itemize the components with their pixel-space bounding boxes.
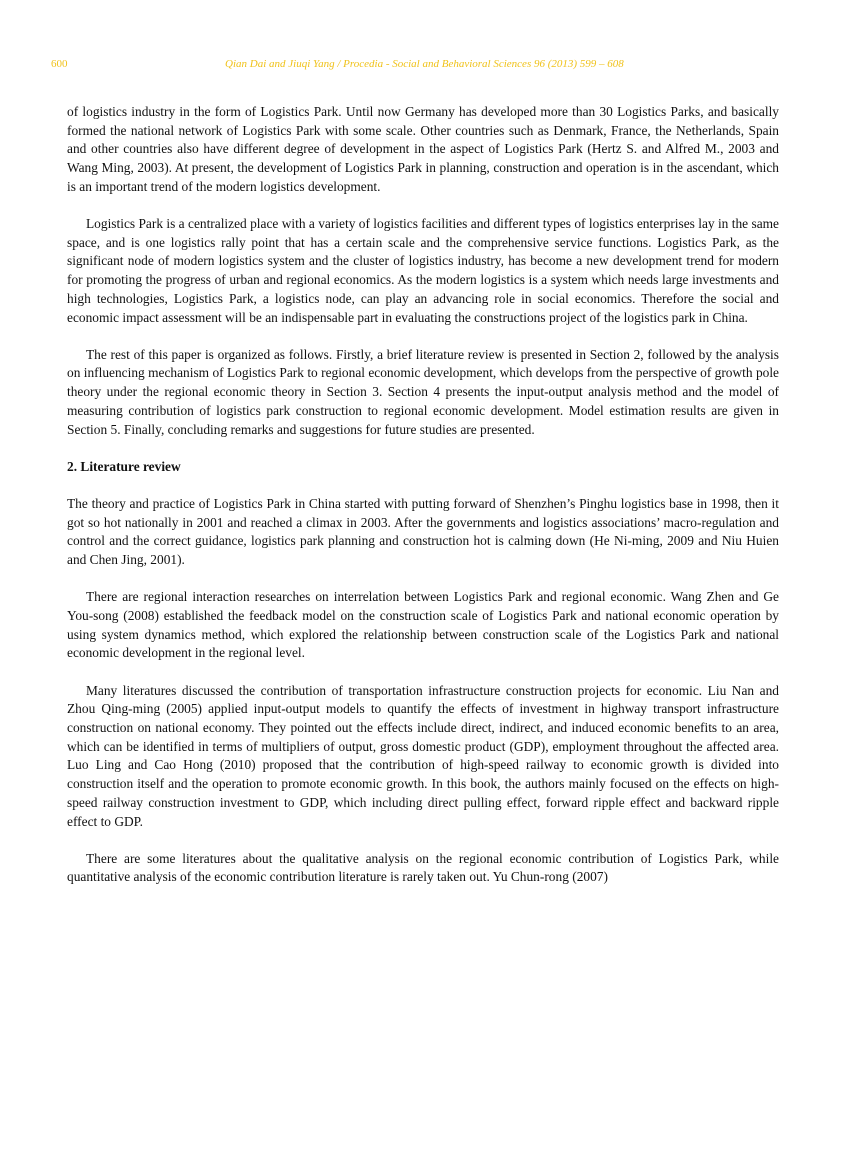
paragraph-paper-organization: The rest of this paper is organized as follows. Firstly, a brief literature review is presented in Section 2, followed by the analysis on influencing mechanism of Logistics Park to regional economic development, which develops from the perspective of growth pole theory under the regional economic theory in Section 3. Section 4 presents the input-output analysis method and the model of measuring contribution of logistics park construction to regional economic development. Model estimation results are given in Section 5. Finally, concluding remarks and suggestions for future studies are presented. <box>67 346 779 437</box>
page-number: 600 <box>51 58 68 70</box>
paragraph-logistics-park-definition: Logistics Park is a centralized place with a variety of logistics facilities and different types of logistics enterprises lay in the same space, and is one logistics rally point that has a certain scale and the comprehensive service functions. Logistics Park, as the significant node of modern logistics system and the cluster of logistics industry, has become a new development trend for modern for promoting the progress of urban and regional economics. As the modern logistics is a system which needs large investments and high technologies, Logistics Park, a logistics node, can play an advancing role in social economics. Therefore the social and economic impact assessment will be an indispensable part in evaluating the constructions project of the logistics park in China. <box>67 216 779 325</box>
journal-citation: Qian Dai and Jiuqi Yang / Procedia - Social and Behavioral Sciences 96 (2013) 599 – 608 <box>225 58 624 70</box>
paragraph-review-transportation: Many literatures discussed the contribution of transportation infrastructure construction projects for economic. Liu Nan and Zhou Qing-ming (2005) applied input-output models to quantify the effects of investment in highway transport infrastructure construction on national economy. They pointed out the effects include direct, indirect, and induced economic benefits to an area, which can be identified in terms of multipliers of output, gross domestic product (GDP), employment throughout the affected area. Luo Ling and Cao Hong (2010) proposed that the contribution of high-speed railway to economic growth is divided into construction itself and the operation to promote economic growth. In this book, the authors mainly focused on the effects on high-speed railway construction investment to GDP, which including direct pulling effect, forward ripple effect and backward ripple effect to GDP. <box>67 682 779 829</box>
paragraph-review-regional-interaction: There are regional interaction researches on interrelation between Logistics Park and regional economic. Wang Zhen and Ge You-song (2008) established the feedback model on the construction scale of Logistics Park and national economic operation by using system dynamics method, which explored the relationship between construction scale of the Logistics Park and national economic development in the regional level. <box>67 589 779 661</box>
running-header <box>0 58 846 72</box>
paragraph-review-history: The theory and practice of Logistics Park in China started with putting forward of Shenzhen’s Pinghu logistics base in 1998, then it got so hot nationally in 2001 and reached a climax in 2003. After the governments and logistics associations’ macro-regulation and control and the correct guidance, logistics park planning and construction hot is calming down (He Ni-ming, 2009 and Niu Huien and Chen Jing, 2001). <box>67 495 779 568</box>
section-heading: 2. Literature review <box>67 458 181 474</box>
paragraph-review-qualitative: There are some literatures about the qualitative analysis on the regional economic contribution of Logistics Park, while quantitative analysis of the economic contribution literature is rarely taken out. Yu Chun-rong (2007) <box>67 850 779 885</box>
article-body <box>67 103 779 906</box>
paragraph-intro-continued: of logistics industry in the form of Logistics Park. Until now Germany has developed more than 30 Logistics Parks, and basically formed the national network of Logistics Park with some scale. Other countries such as Denmark, France, the Netherlands, Spain and other countries also have different degree of development in the aspect of Logistics Park (Hertz S. and Alfred M., 2003 and Wang Ming, 2003). At present, the development of Logistics Park in planning, construction and operation is in the ascendant, which is an important trend of the modern logistics development. <box>67 104 779 194</box>
